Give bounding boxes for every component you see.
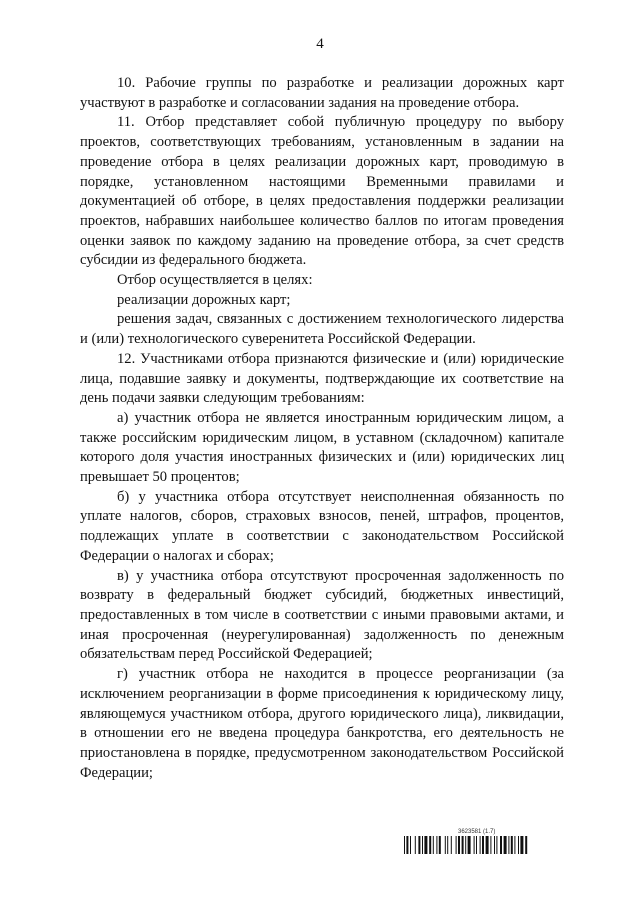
requirement-v: в) у участника отбора отсутствуют просроченная задолженность по возврату в федеральный бюджет субсидий, бюджетных инвестиций, предоставленных в том числе в соответствии с иными правовыми актами, и иная просроченная (неурегулированная) задолженность по денежным обязательствам перед Российской Федерацией; <box>80 567 564 663</box>
barcode-caption: 3623581 (1.7) <box>458 829 496 835</box>
paragraph-12: 12. Участниками отбора признаются физические и (или) юридические лица, подавшие заявку и документы, подтверждающие их соответствие на день подачи заявки следующим требованиям: <box>80 350 564 407</box>
page-number: 4 <box>316 36 324 52</box>
requirement-b: б) у участника отбора отсутствует неисполненная обязанность по уплате налогов, сборов, страховых взносов, пеней, штрафов, процентов, подлежащих уплате в соответствии с законодательством Российской Федерации о налогах и сборах; <box>80 488 564 564</box>
document-body <box>80 74 564 783</box>
requirement-a: а) участник отбора не является иностранным юридическим лицом, а также российским юридическим лицом, в уставном (складочном) капитале которого доля участия иностранных физических и (или) юридических лиц превышает 50 процентов; <box>80 409 564 486</box>
barcode-graphic <box>404 836 566 854</box>
paragraph-goal-technology: решения задач, связанных с достижением технологического лидерства и (или) технологического суверенитета Российской Федерации. <box>80 311 564 348</box>
requirement-g: г) участник отбора не находится в процессе реорганизации (за исключением реорганизации в форме присоединения к юридическому лицу, являющемуся участником отбора, другого юридического лица), ликвидации, в отношении его не введена процедура банкротства, его деятельность не приостановлена в порядке, предусмотренном законодательством Российской Федерации; <box>80 666 564 781</box>
barcode-image <box>404 836 568 854</box>
barcode-block <box>404 829 568 854</box>
paragraph-11: 11. Отбор представляет собой публичную процедуру по выбору проектов, соответствующих требованиям, установленным в задании на проведение отбора в целях реализации дорожных карт, проводимую в порядке, установленном настоящими Временными правилами и документацией об отборе, в целях предоставления поддержки реализации проектов, набравших наибольшее количество баллов по итогам проведения оценки заявок по каждому заданию на проведение отбора, за счет средств субсидии из федерального бюджета. <box>80 114 564 269</box>
paragraph-10: 10. Рабочие группы по разработке и реализации дорожных карт участвуют в разработке и согласовании задания на проведение отбора. <box>80 75 564 111</box>
paragraph-goal-roadmaps: реализации дорожных карт; <box>117 291 291 308</box>
paragraph-selection-goals-intro: Отбор осуществляется в целях: <box>117 272 313 289</box>
